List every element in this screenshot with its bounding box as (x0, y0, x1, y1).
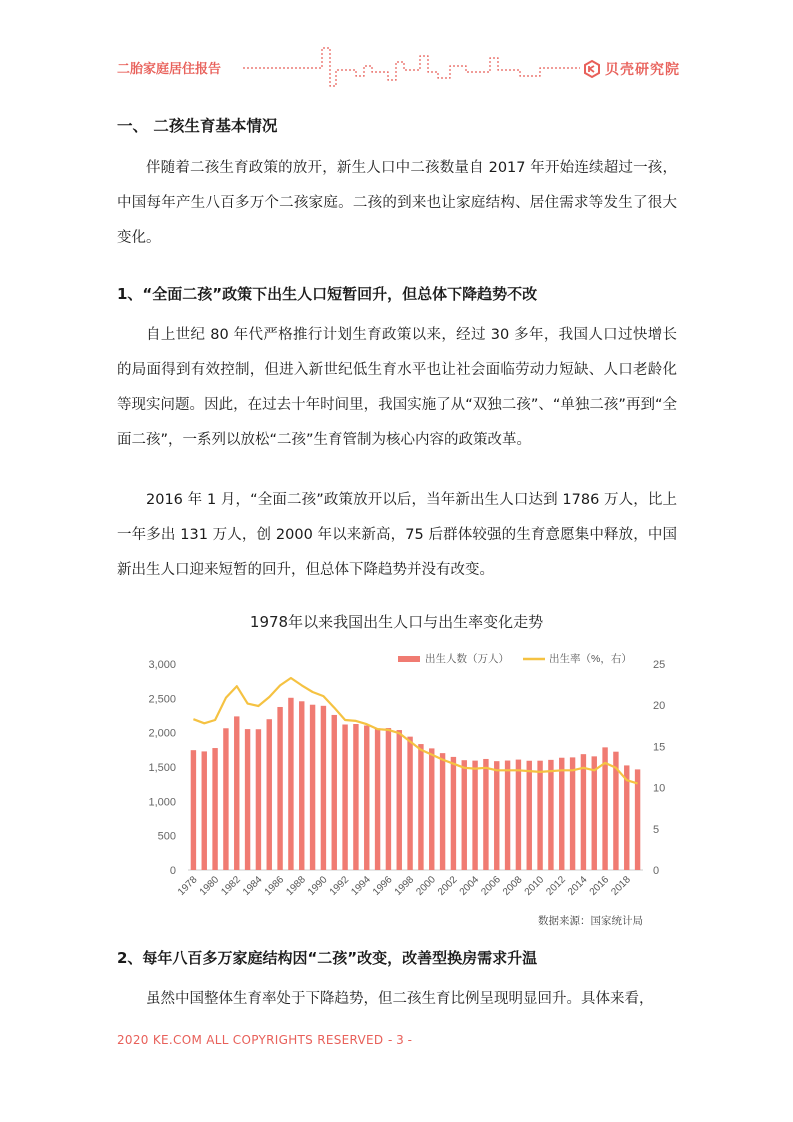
bar (397, 730, 402, 870)
y-right-tick-label: 20 (653, 700, 666, 713)
x-tick-label: 2012 (544, 874, 568, 898)
bar (516, 760, 521, 870)
bar (212, 748, 217, 870)
births-paragraph: 2016 年 1 月，“全面二孩”政策放开以后，当年新出生人口达到 1786 万人，比上一年多出 131 万人，创 2000 年以来新高，75 后群体较强的生育意愿集中释放，中国新出生人口迎来短暂的回升，但总体下降趋势并没有改变。 (117, 492, 677, 578)
bar (321, 706, 326, 870)
chart-source: 数据来源：国家统计局 (538, 915, 643, 927)
bar (364, 726, 369, 870)
bar (223, 728, 228, 870)
x-tick-label: 2018 (609, 874, 633, 898)
bar (483, 759, 488, 870)
logo (582, 58, 680, 80)
subsection-heading-2: 2、每年八百多万家庭结构因“二孩”改变，改善型换房需求升温 (117, 949, 538, 967)
y-left-tick-label: 1,000 (148, 796, 176, 809)
legend-bar-swatch (398, 656, 420, 662)
policy-paragraph: 自上世纪 80 年代严格推行计划生育政策以来，经过 30 多年，我国人口过快增长的局面得到有效控制，但进入新世纪低生育水平也让社会面临劳动力短缺、人口老龄化等现实问题。因此，在过去十年时间里，我国实施了从“双独二孩”、“单独二孩”再到“全面二孩”，一系列以放松“二孩”生育管制为核心内容的政策改革。 (117, 327, 677, 448)
x-tick-label: 2000 (414, 874, 438, 898)
x-tick-label: 1980 (197, 874, 222, 898)
bar (353, 724, 358, 870)
subsection-heading-1: 1、“全面二孩”政策下出生人口短暂回升，但总体下降趋势不改 (117, 285, 538, 303)
bar (570, 757, 575, 870)
bar (277, 707, 282, 870)
x-tick-label: 1982 (219, 874, 243, 898)
x-tick-label: 2002 (436, 874, 460, 898)
bar (418, 744, 423, 870)
chart-title: 1978年以来我国出生人口与出生率变化走势 (249, 613, 544, 631)
legend-line-label: 出生率（%，右） (549, 653, 632, 665)
bar (245, 729, 250, 870)
bar (602, 747, 607, 870)
bar (592, 756, 597, 870)
bar (581, 754, 586, 870)
y-right-tick-label: 5 (653, 823, 660, 836)
bar (559, 758, 564, 870)
bar (472, 761, 477, 870)
bar (375, 728, 380, 870)
second-child-paragraph: 虽然中国整体生育率处于下降趋势，但二孩生育比例呈现明显回升。具体来看， (146, 991, 654, 1007)
y-right-tick-label: 25 (653, 659, 666, 671)
bar (267, 719, 272, 870)
birth-chart (0, 640, 793, 940)
y-left-tick-label: 2,500 (148, 693, 176, 706)
y-left-tick-label: 0 (169, 865, 176, 877)
x-tick-label: 2010 (522, 874, 547, 898)
ke-logo-icon (582, 59, 602, 79)
bar (191, 750, 196, 870)
footer-copyright: 2020 KE.COM ALL COPYRIGHTS RESERVED (117, 1033, 384, 1047)
x-tick-label: 1996 (371, 874, 395, 898)
bar (429, 748, 434, 870)
bar (451, 757, 456, 870)
page-number: - 3 - (388, 1033, 412, 1047)
bar (386, 728, 391, 870)
x-tick-label: 1986 (262, 874, 287, 898)
bar (527, 761, 532, 870)
bar (310, 705, 315, 870)
x-tick-label: 2014 (566, 874, 590, 898)
bar (342, 724, 347, 870)
bar (256, 729, 261, 870)
header-decoration (0, 0, 793, 100)
y-left-tick-label: 1,500 (148, 762, 176, 774)
y-right-tick-label: 15 (653, 741, 666, 754)
x-tick-label: 1994 (349, 874, 373, 898)
y-left-tick-label: 2,000 (148, 727, 176, 740)
section-heading: 一、 二孩生育基本情况 (117, 117, 278, 135)
intro-paragraph: 伴随着二孩生育政策的放开，新生人口中二孩数量自 2017 年开始连续超过一孩，中国每年产生八百多万个二孩家庭。二孩的到来也让家庭结构、居住需求等发生了很大变化。 (117, 160, 677, 246)
bar (494, 761, 499, 870)
bar (288, 698, 293, 870)
x-tick-label: 1998 (392, 874, 417, 898)
bar (234, 716, 239, 870)
x-tick-label: 1992 (327, 874, 352, 898)
logo-text: 贝壳研究院 (605, 62, 680, 78)
x-tick-label: 1978 (176, 874, 200, 898)
y-left-tick-label: 3,000 (148, 659, 176, 671)
x-tick-label: 1988 (284, 874, 308, 898)
x-tick-label: 2016 (587, 874, 612, 898)
x-tick-label: 1990 (306, 874, 330, 898)
report-title: 二胎家庭居住报告 (117, 62, 222, 77)
bar (548, 760, 553, 870)
y-left-tick-label: 500 (157, 830, 176, 843)
bar (299, 701, 304, 870)
bar (440, 753, 445, 870)
bar (407, 737, 412, 870)
bar (635, 769, 640, 870)
bar (332, 715, 337, 870)
bar (505, 761, 510, 870)
bar (462, 760, 467, 870)
y-right-tick-label: 10 (653, 782, 666, 795)
legend-bar-label: 出生人数（万人） (425, 653, 509, 665)
x-tick-label: 2004 (457, 874, 482, 898)
x-tick-label: 2006 (479, 874, 503, 898)
bar (537, 761, 542, 870)
x-tick-label: 1984 (241, 874, 265, 898)
bar (202, 751, 207, 870)
x-tick-label: 2008 (501, 874, 525, 898)
y-right-tick-label: 0 (653, 865, 660, 877)
